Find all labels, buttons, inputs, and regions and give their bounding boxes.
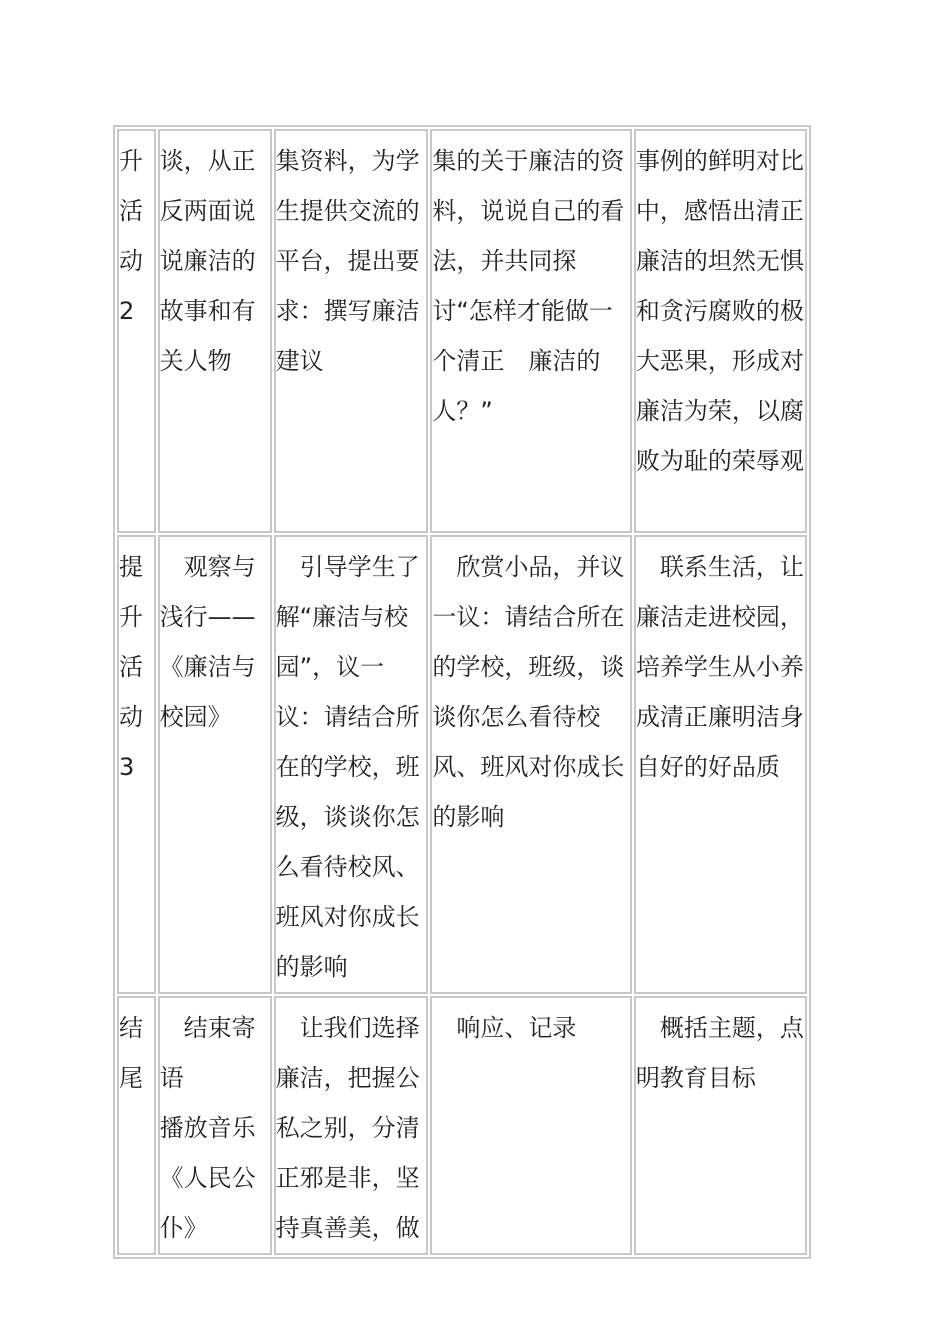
design-intent-cell: 概括主题，点明教育目标 [634,996,807,1255]
table-row [117,535,807,994]
table-row [117,129,807,533]
stage-cell: 结 尾 [117,996,156,1255]
stage-cell: 升 活 动 2 [117,129,156,533]
student-activity-cell: 欣赏小品，并议一议：请结合所在的学校，班级，谈谈你怎么看待校风、班风对你成长的影响 [430,535,632,994]
content-cell: 结束寄语 播放音乐《人民公仆》 [158,996,272,1255]
student-activity-cell: 集的关于廉洁的资料，说说自己的看法，并共同探讨“怎样才能做一个清正 廉洁的人？” [430,129,632,533]
teacher-activity-cell: 让我们选择廉洁，把握公私之别，分清正邪是非，坚持真善美，做 [274,996,429,1255]
content-cell: 谈，从正反两面说说廉洁的故事和有关人物 [158,129,272,533]
table-row [117,996,807,1255]
student-activity-cell: 响应、记录 [430,996,632,1255]
design-intent-cell: 事例的鲜明对比中，感悟出清正廉洁的坦然无惧和贪污腐败的极大恶果，形成对廉洁为荣，以腐败为耻的荣辱观 [634,129,807,533]
lesson-plan-table [113,125,811,1259]
teacher-activity-cell: 集资料，为学生提供交流的平台，提出要求：撰写廉洁建议 [274,129,429,533]
design-intent-cell: 联系生活，让廉洁走进校园，培养学生从小养成清正廉明洁身自好的好品质 [634,535,807,994]
teacher-activity-cell: 引导学生了解“廉洁与校园”，议一议：请结合所在的学校，班级，谈谈你怎么看待校风、班风对你成长的影响 [274,535,429,994]
content-cell: 观察与浅行——《廉洁与校园》 [158,535,272,994]
stage-cell: 提 升 活 动 3 [117,535,156,994]
